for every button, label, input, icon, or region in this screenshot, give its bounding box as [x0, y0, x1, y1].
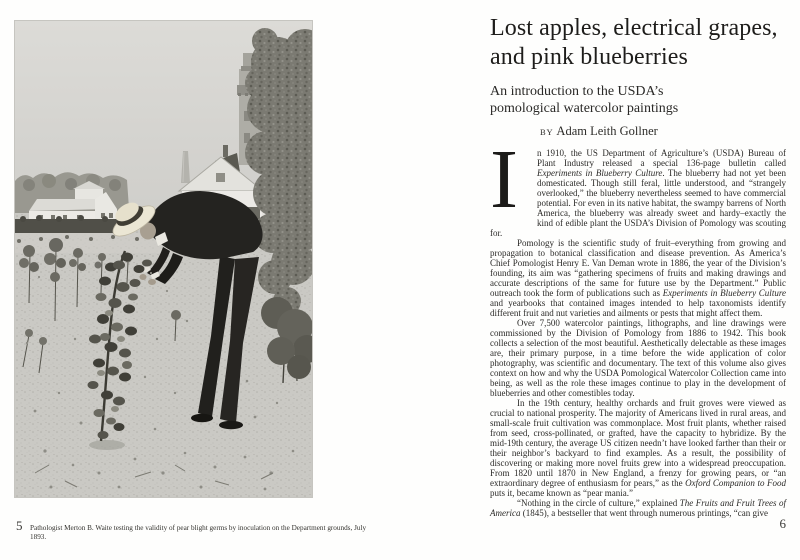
body-text: . The blueberry had not yet been domesticated. Though still feral, little understood, and “strangely overlooked,” the blueberry nevertheless seemed to have commercial potential. For even in its native habitat, the swampy barrens of North America, the blueberry was already sweet and hardy–exactly the kind of edible plant the USDA’s Division of Pomology was scouting for. [490, 168, 786, 238]
body-text: In the 19th century, healthy orchards and fruit groves were viewed as crucial to national prosperity. The majority of Americans lived in rural areas, and small-scale fruit cultivation was commonplace. Most fruit plants, whether raised from seed, cross-pollinated, or grafted, have the capacity to hybridize. By the mid-19th century, the average US citizen needn’t have looked farther than their or their neighbor’s backyard to find examples. As a result, the possibility of discovering or making more novel fruits grew into a widespread preoccupation. From 1820 until 1870 in New England, a frenzy for growing pears, or “an extraordinary degree of enthusiasm for pears,” as the [490, 398, 786, 488]
byline-prefix: BY [540, 127, 554, 137]
body-text: “Nothing in the circle of culture,” explained [517, 498, 680, 508]
drop-cap: I [490, 133, 518, 226]
paragraph [490, 238, 786, 318]
body-text: puts it, became known as “pear mania.” [490, 488, 633, 498]
photo-illustration [15, 21, 312, 497]
photo-figure [15, 21, 367, 541]
byline [490, 124, 800, 139]
article-title: Lost apples, electrical grapes, and pink blueberries [490, 15, 778, 70]
photo-caption: Pathologist Merton B. Waite testing the validity of pear blight germs by inoculation on the Department grounds, July 1893. [30, 524, 367, 541]
paragraph [490, 318, 786, 398]
italic-text: Experiments in Blueberry Culture [662, 288, 786, 298]
body-text: (1845), a bestseller that went through numerous printings, “can give [520, 508, 768, 518]
italic-text: The Fruits and Fruit Trees of America [490, 498, 786, 518]
body-text: and yearbooks that contained images intended to help taxonomists identify different fruit and nut varieties and ailments or pests that might affect them. [490, 298, 786, 318]
paragraph [490, 133, 786, 238]
paragraph [490, 498, 786, 518]
italic-text: Experiments in Blueberry Culture [537, 168, 663, 178]
body-text: Over 7,500 watercolor paintings, lithographs, and line drawings were commissioned by the Division of Pomology from 1886 to 1942. This book collects a selection of the most beautiful. Aesthetically delectable as these images are, their primary purpose, in a time before the wide application of color photography, was scientific and documentary. The text of this volume also gives context on how and why the USDA Pomological Watercolor Collection came into being, as well as the role these images continue to play in the development of blueberries and other comestibles today. [490, 318, 786, 398]
body-text: n 1910, the US Department of Agriculture’s (USDA) Bureau of Plant Industry released a special 136-page bulletin called [537, 148, 786, 168]
article-subtitle: An introduction to the USDA’s pomological watercolor paintings [490, 84, 679, 116]
italic-text: Oxford Companion to Food [685, 478, 786, 488]
body-text: Pomology is the scientific study of fruit–everything from growing and propagation to botanical classification and disease prevention. As America’s Chief Pomologist Henry E. Van Deman wrote in 1886, the year of the Division’s founding, its aim was “gathering specimens of fruits and making drawings and accurate descriptions of the same for future use by the Department.” Public outreach took the form of publications such as [490, 238, 786, 298]
paragraph [490, 398, 786, 498]
byline-author: Adam Leith Gollner [556, 124, 658, 138]
page-number-right: 6 [779, 516, 786, 531]
page-number-left: 5 [16, 518, 23, 533]
article-body [490, 133, 786, 518]
